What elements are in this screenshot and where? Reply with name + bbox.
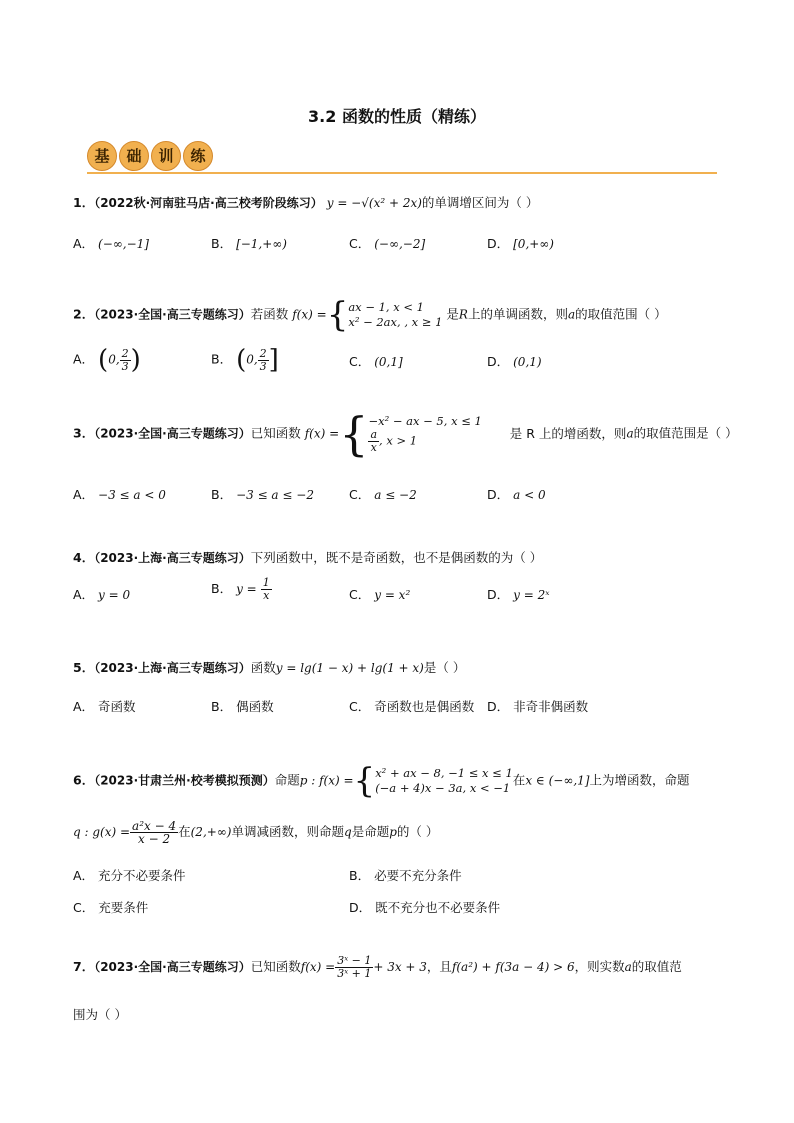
option-a[interactable]: A． −3 ≤ a < 0: [73, 487, 166, 502]
option-a[interactable]: A． 充分不必要条件: [73, 868, 186, 883]
option-c[interactable]: C． (0,1]: [349, 354, 403, 369]
option-b[interactable]: B． −3 ≤ a ≤ −2: [211, 487, 314, 502]
question-7-line2: 围为（ ）: [73, 1007, 127, 1022]
question-6: 6．（2023·甘肃兰州·校考模拟预测）命题p : f(x) ={ x² + ax − 8, −1 ≤ x ≤ 1 (−a + 4)x − 3a, x < −1 在x ∈ (−∞,1]上为增函数，命题: [73, 761, 690, 801]
banner-char: 训: [151, 141, 181, 171]
option-b[interactable]: B． y = $\frac{1}{x}$: [211, 576, 270, 602]
question-number: 1．: [73, 195, 95, 210]
option-d[interactable]: D． [0,+∞): [487, 236, 554, 251]
piecewise-cases: ax − 1, x < 1 x² − 2ax, , x ≥ 1: [348, 300, 443, 329]
question-source: （2023·全国·高三专题练习）: [94, 307, 251, 322]
option-c[interactable]: C． a ≤ −2: [349, 487, 417, 502]
option-b[interactable]: B． 必要不充分条件: [349, 868, 462, 883]
question-source: （2023·全国·高三专题练习）: [94, 960, 251, 974]
piecewise-cases: −x² − ax − 5, x ≤ 1 $\frac{a}{x}$ , x > 1: [368, 414, 482, 454]
brace-icon: {: [339, 407, 369, 461]
section-banner: [87, 141, 215, 173]
function-name: f(x) =: [304, 426, 340, 441]
question-source: （2023·上海·高三专题练习）: [94, 661, 251, 675]
question-source: （2022秋·河南驻马店·高三校考阶段练习）: [94, 196, 323, 210]
option-d[interactable]: D． 非奇非偶函数: [487, 699, 589, 714]
formula: y = lg(1 − x) + lg(1 + x): [275, 661, 424, 675]
option-c[interactable]: C． 充要条件: [73, 900, 149, 915]
brace-icon: {: [353, 761, 376, 801]
question-number: 6．: [73, 772, 95, 788]
option-b[interactable]: B． [−1,+∞): [211, 236, 287, 251]
question-source: （2023·全国·高三专题练习）: [94, 426, 251, 441]
question-6-line2: q : g(x) = $\frac{\text{a²x − 4}}{x - 2}$ 在(2,+∞)单调减函数，则命题q是命题p的（ ）: [73, 819, 439, 846]
question-stem: 下列函数中，既不是奇函数，也不是偶函数的为（ ）: [250, 550, 543, 565]
question-2: 2．（2023·全国·高三专题练习）若函数 f(x) ={ ax − 1, x < 1 x² − 2ax, , x ≥ 1 是R上的单调函数，则a的取值范围（ ）: [73, 295, 667, 335]
question-1: [73, 193, 538, 211]
function-name: f(x) =: [292, 307, 327, 322]
question-7: 7．（2023·全国·高三专题练习）已知函数f(x) = $\frac{\text{3ˣ − 1}}{\text{3ˣ + 1}}$ + 3x + 3，且f(a²) + f(3a − 4) > 6，则实数a的取值范: [73, 954, 682, 980]
option-d[interactable]: D． (0,1): [487, 354, 542, 369]
option-d[interactable]: D． 既不充分也不必要条件: [349, 900, 501, 915]
question-3: 3．（2023·全国·高三专题练习）已知函数 f(x) ={ −x² − ax − 5, x ≤ 1 $\frac{a}{x}$ , x > 1 是 R 上的增函数，则a的取值范围是（ ）: [73, 407, 738, 461]
question-number: 4．: [73, 550, 95, 565]
page-title: 3.2 函数的性质（精练）: [308, 107, 486, 126]
question-5: 5．（2023·上海·高三专题练习）函数y = lg(1 − x) + lg(1 + x)是（ ）: [73, 660, 466, 675]
formula: y = −√(x² + 2x): [326, 196, 422, 210]
option-d[interactable]: D． y = 2ˣ: [487, 587, 550, 602]
question-number: 5．: [73, 660, 95, 675]
option-a[interactable]: A． y = 0: [73, 587, 131, 602]
question-source: （2023·上海·高三专题练习）: [94, 551, 251, 565]
option-b[interactable]: B． (0, $\frac{2}{3}$ ]: [211, 345, 279, 375]
banner-char: 基: [87, 141, 117, 171]
section-divider: [87, 172, 717, 174]
question-stem: 的单调增区间为（ ）: [421, 195, 539, 210]
banner-char: 础: [119, 141, 149, 171]
option-a[interactable]: A． (−∞,−1]: [73, 236, 149, 251]
brace-icon: {: [326, 295, 349, 335]
option-a[interactable]: A． 奇函数: [73, 699, 136, 714]
option-c[interactable]: C． y = x²: [349, 587, 411, 602]
question-number: 2．: [73, 306, 95, 322]
piecewise-cases: x² + ax − 8, −1 ≤ x ≤ 1 (−a + 4)x − 3a, x < −1: [375, 766, 513, 795]
option-b[interactable]: B． 偶函数: [211, 699, 274, 714]
question-lead: 若函数: [250, 306, 289, 322]
question-4: [73, 548, 542, 566]
banner-char: 练: [183, 141, 213, 171]
option-d[interactable]: D． a < 0: [487, 487, 546, 502]
question-number: 3．: [73, 425, 95, 441]
option-c[interactable]: C． (−∞,−2]: [349, 236, 426, 251]
option-a[interactable]: A． (0, $\frac{2}{3}$ ): [73, 345, 141, 375]
question-number: 7．: [73, 959, 95, 974]
question-source: （2023·甘肃兰州·校考模拟预测）: [94, 773, 275, 788]
option-c[interactable]: C． 奇函数也是偶函数: [349, 699, 475, 714]
